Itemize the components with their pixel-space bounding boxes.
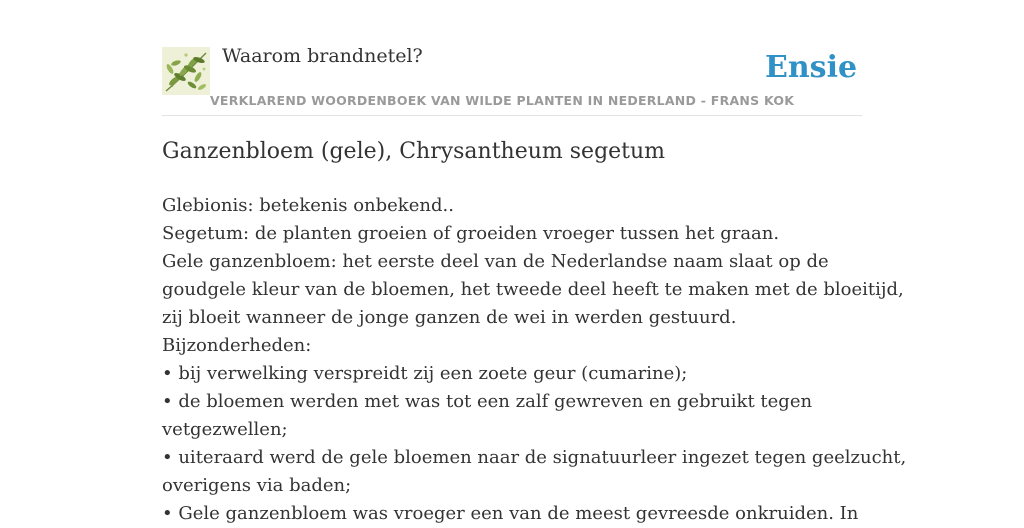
entry-body bbox=[162, 192, 907, 528]
header-divider bbox=[162, 115, 862, 116]
body-line: • de bloemen werden met was tot een zalf gewreven en gebruikt tegen bbox=[162, 391, 813, 412]
brand-logo[interactable]: Ensie bbox=[765, 50, 858, 85]
body-line: Bijzonderheden: bbox=[162, 335, 312, 356]
body-line: • Gele ganzenbloem was vroeger een van de meest gevreesde onkruiden. In bbox=[162, 503, 859, 524]
collection-avatar[interactable] bbox=[162, 47, 210, 95]
body-line: Segetum: de planten groeien of groeiden vroeger tussen het graan. bbox=[162, 223, 780, 244]
body-line: vetgezwellen; bbox=[162, 419, 288, 440]
body-line: • bij verwelking verspreidt zij een zoete geur (cumarine); bbox=[162, 363, 688, 384]
source-subtitle-link[interactable]: VERKLAREND WOORDENBOEK VAN WILDE PLANTEN IN NEDERLAND - FRANS KOK bbox=[210, 93, 795, 108]
body-line: Glebionis: betekenis onbekend.. bbox=[162, 195, 454, 216]
body-line: goudgele kleur van de bloemen, het tweede deel heeft te maken met de bloeitijd, bbox=[162, 279, 904, 300]
collection-title-link[interactable]: Waarom brandnetel? bbox=[222, 45, 423, 67]
entry-title: Ganzenbloem (gele), Chrysantheum segetum bbox=[162, 139, 666, 164]
leaf-illustration-icon bbox=[162, 47, 210, 95]
body-line: overigens via baden; bbox=[162, 475, 352, 496]
body-line: zij bloeit wanneer de jonge ganzen de wei in werden gestuurd. bbox=[162, 307, 737, 328]
body-line: Gele ganzenbloem: het eerste deel van de Nederlandse naam slaat op de bbox=[162, 251, 829, 272]
body-line: • uiteraard werd de gele bloemen naar de signatuurleer ingezet tegen geelzucht, bbox=[162, 447, 907, 468]
